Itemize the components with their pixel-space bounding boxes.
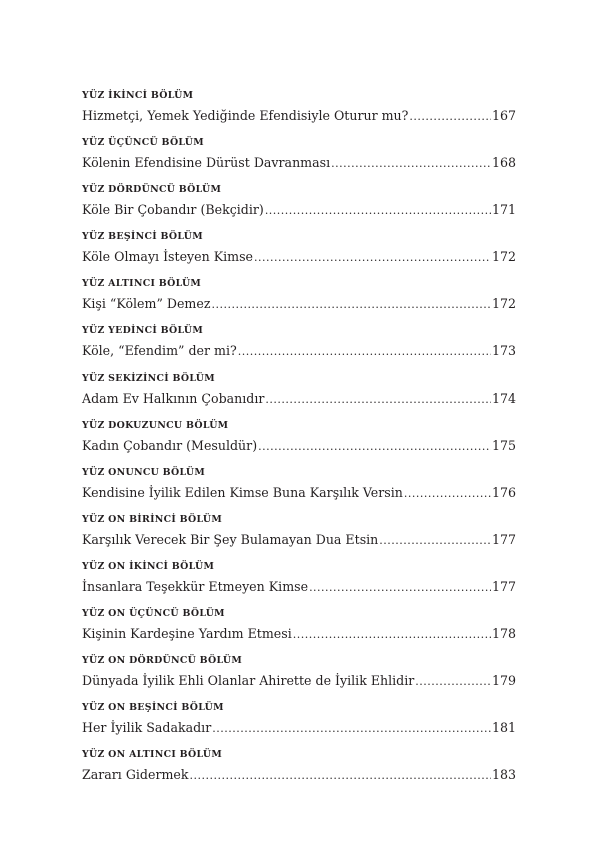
- page-number: 171: [491, 202, 516, 218]
- dot-leader: [265, 391, 491, 408]
- dot-leader: [404, 485, 491, 502]
- chapter-heading: YÜZ SEKİZİNCİ BÖLÜM: [82, 372, 215, 384]
- toc-entry: [82, 277, 516, 324]
- toc-line[interactable]: [82, 154, 516, 171]
- toc-line[interactable]: [82, 531, 516, 548]
- toc-entry: [82, 230, 516, 277]
- toc-line[interactable]: [82, 672, 516, 689]
- toc-line[interactable]: [82, 201, 516, 218]
- toc-line[interactable]: [82, 295, 516, 312]
- page-number: 175: [491, 437, 516, 453]
- chapter-heading: YÜZ ON ÜÇÜNCÜ BÖLÜM: [82, 608, 225, 620]
- chapter-heading: YÜZ ON BİRİNCİ BÖLÜM: [82, 513, 223, 525]
- chapter-heading: YÜZ ON ALTINCI BÖLÜM: [82, 749, 223, 761]
- chapter-title: Dünyada İyilik Ehli Olanlar Ahirette de İyilik Ehlidir: [82, 673, 415, 689]
- toc-entry: [82, 654, 516, 701]
- toc-line[interactable]: [82, 390, 516, 407]
- toc-entry: [82, 607, 516, 654]
- toc-entry: [82, 372, 516, 419]
- chapter-title: Hizmetçi, Yemek Yediğinde Efendisiyle Oturur mu?: [82, 108, 409, 123]
- toc-entry: [82, 419, 516, 466]
- toc-entry: [82, 89, 516, 136]
- toc-entry: [82, 701, 516, 748]
- page-number: 177: [491, 578, 516, 594]
- toc-entry: [82, 324, 516, 371]
- page-number: 174: [491, 390, 516, 406]
- chapter-title: Kendisine İyilik Edilen Kimse Buna Karşılık Versin: [82, 484, 403, 500]
- toc-line[interactable]: [82, 342, 516, 359]
- dot-leader: [409, 108, 491, 125]
- chapter-heading: YÜZ ON İKİNCİ BÖLÜM: [82, 560, 215, 572]
- chapter-title: Zararı Gidermek: [82, 767, 189, 783]
- toc-entry: [82, 748, 516, 795]
- chapter-heading: YÜZ İKİNCİ BÖLÜM: [82, 90, 194, 101]
- toc-entry: [82, 560, 516, 607]
- toc-line[interactable]: [82, 766, 516, 783]
- dot-leader: [190, 767, 491, 784]
- chapter-title: Kişi “Kölem” Demez: [82, 296, 211, 312]
- toc-entry: [82, 136, 516, 183]
- page-number: 167: [491, 108, 516, 123]
- dot-leader: [258, 438, 491, 455]
- page-number: 172: [491, 249, 516, 265]
- dot-leader: [265, 202, 491, 219]
- chapter-title: Köle Bir Çobandır (Bekçidir): [82, 202, 264, 218]
- page-number: 183: [491, 767, 516, 783]
- chapter-title: Kişinin Kardeşine Yardım Etmesi: [82, 626, 292, 642]
- chapter-title: Kölenin Efendisine Dürüst Davranması: [82, 155, 331, 171]
- dot-leader: [309, 579, 491, 596]
- chapter-heading: YÜZ ON BEŞİNCİ BÖLÜM: [82, 702, 224, 714]
- chapter-heading: YÜZ ÜÇÜNCÜ BÖLÜM: [82, 137, 204, 149]
- page-number: 179: [491, 673, 516, 689]
- toc-line[interactable]: [82, 437, 516, 454]
- table-of-contents: [82, 89, 516, 795]
- dot-leader: [238, 343, 491, 360]
- chapter-title: İnsanlara Teşekkür Etmeyen Kimse: [82, 578, 309, 594]
- dot-leader: [415, 673, 491, 690]
- dot-leader: [379, 532, 491, 549]
- page-number: 176: [491, 484, 516, 500]
- toc-line[interactable]: [82, 578, 516, 595]
- chapter-heading: YÜZ DOKUZUNCU BÖLÜM: [82, 419, 229, 431]
- toc-line[interactable]: [82, 248, 516, 265]
- dot-leader: [331, 155, 491, 172]
- chapter-heading: YÜZ ALTINCI BÖLÜM: [82, 278, 202, 290]
- chapter-title: Karşılık Verecek Bir Şey Bulamayan Dua Etsin: [82, 531, 379, 547]
- toc-line[interactable]: [82, 107, 516, 124]
- toc-line[interactable]: [82, 719, 516, 736]
- toc-entry: [82, 466, 516, 513]
- dot-leader: [211, 296, 490, 313]
- dot-leader: [293, 626, 491, 643]
- chapter-heading: YÜZ ON DÖRDÜNCÜ BÖLÜM: [82, 655, 243, 667]
- chapter-title: Köle, “Efendim” der mi?: [82, 343, 237, 359]
- chapter-heading: YÜZ DÖRDÜNCÜ BÖLÜM: [82, 184, 222, 196]
- page-number: 181: [491, 720, 516, 736]
- dot-leader: [254, 249, 491, 266]
- chapter-heading: YÜZ YEDİNCİ BÖLÜM: [82, 325, 204, 337]
- toc-line[interactable]: [82, 625, 516, 642]
- page-number: 178: [491, 626, 516, 642]
- page-number: 173: [491, 343, 516, 359]
- chapter-title: Adam Ev Halkının Çobanıdır: [82, 390, 265, 406]
- page-number: 172: [491, 296, 516, 312]
- chapter-heading: YÜZ BEŞİNCİ BÖLÜM: [82, 231, 203, 243]
- toc-line[interactable]: [82, 484, 516, 501]
- page-number: 177: [491, 531, 516, 547]
- chapter-heading: YÜZ ONUNCU BÖLÜM: [82, 466, 206, 478]
- chapter-title: Köle Olmayı İsteyen Kimse: [82, 249, 254, 265]
- chapter-title: Kadın Çobandır (Mesuldür): [82, 437, 258, 453]
- toc-entry: [82, 183, 516, 230]
- page-number: 168: [491, 155, 516, 171]
- chapter-title: Her İyilik Sadakadır: [82, 720, 212, 736]
- toc-entry: [82, 513, 516, 560]
- dot-leader: [212, 720, 491, 737]
